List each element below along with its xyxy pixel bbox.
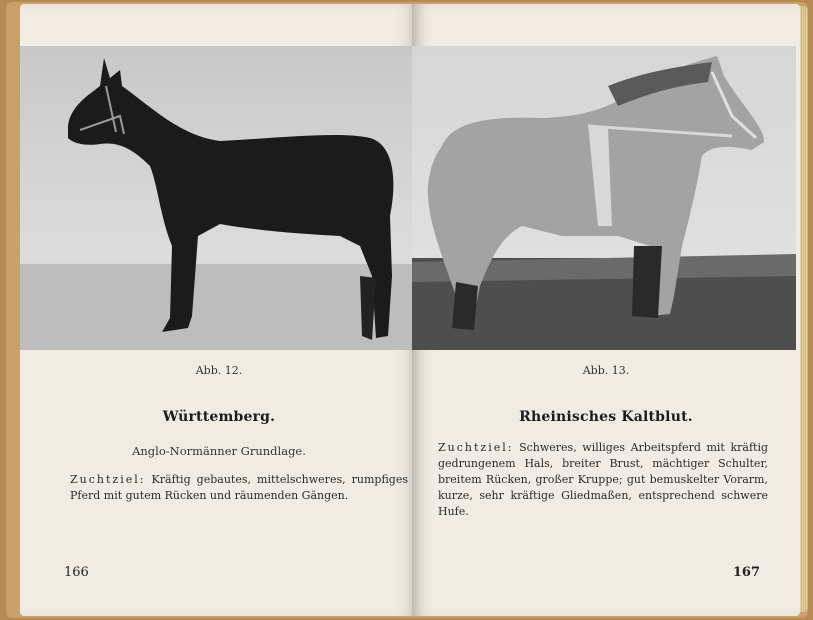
breeding-goal-label: Zuchtziel:: [438, 441, 514, 454]
figure-caption: Abb. 13.: [582, 364, 630, 377]
horse-photo-rheinisches-kaltblut: [412, 46, 796, 350]
breed-title: Rheinisches Kaltblut.: [519, 409, 693, 425]
breeding-goal: [438, 440, 768, 520]
right-page: [412, 4, 800, 616]
breeding-goal: [70, 472, 408, 504]
breed-subtitle: Anglo-Normänner Grundlage.: [132, 444, 306, 458]
open-book: [6, 2, 808, 618]
page-number: 166: [64, 565, 89, 580]
left-page: [20, 4, 418, 616]
page-number: 167: [732, 565, 760, 580]
breed-title: Württemberg.: [162, 409, 276, 425]
horse-photo-wuerttemberg: [20, 46, 418, 350]
figure-caption: Abb. 12.: [195, 364, 243, 377]
breeding-goal-label: Zuchtziel:: [70, 473, 146, 486]
breeding-goal-text: Schweres, williges Arbeitspferd mit kräftig gedrungenem Hals, breiter Brust, mächtiger Schulter, breitem Rücken, großer Kruppe; gut bemuskelter Vorarm, kurze, sehr kräftige Gliedmaßen, entsprechend schwere Hufe.: [438, 441, 769, 518]
breeding-goal-text: Kräftig gebautes, mittelschweres, rumpfiges Pferd mit gutem Rücken und räumenden Gängen.: [70, 473, 409, 502]
